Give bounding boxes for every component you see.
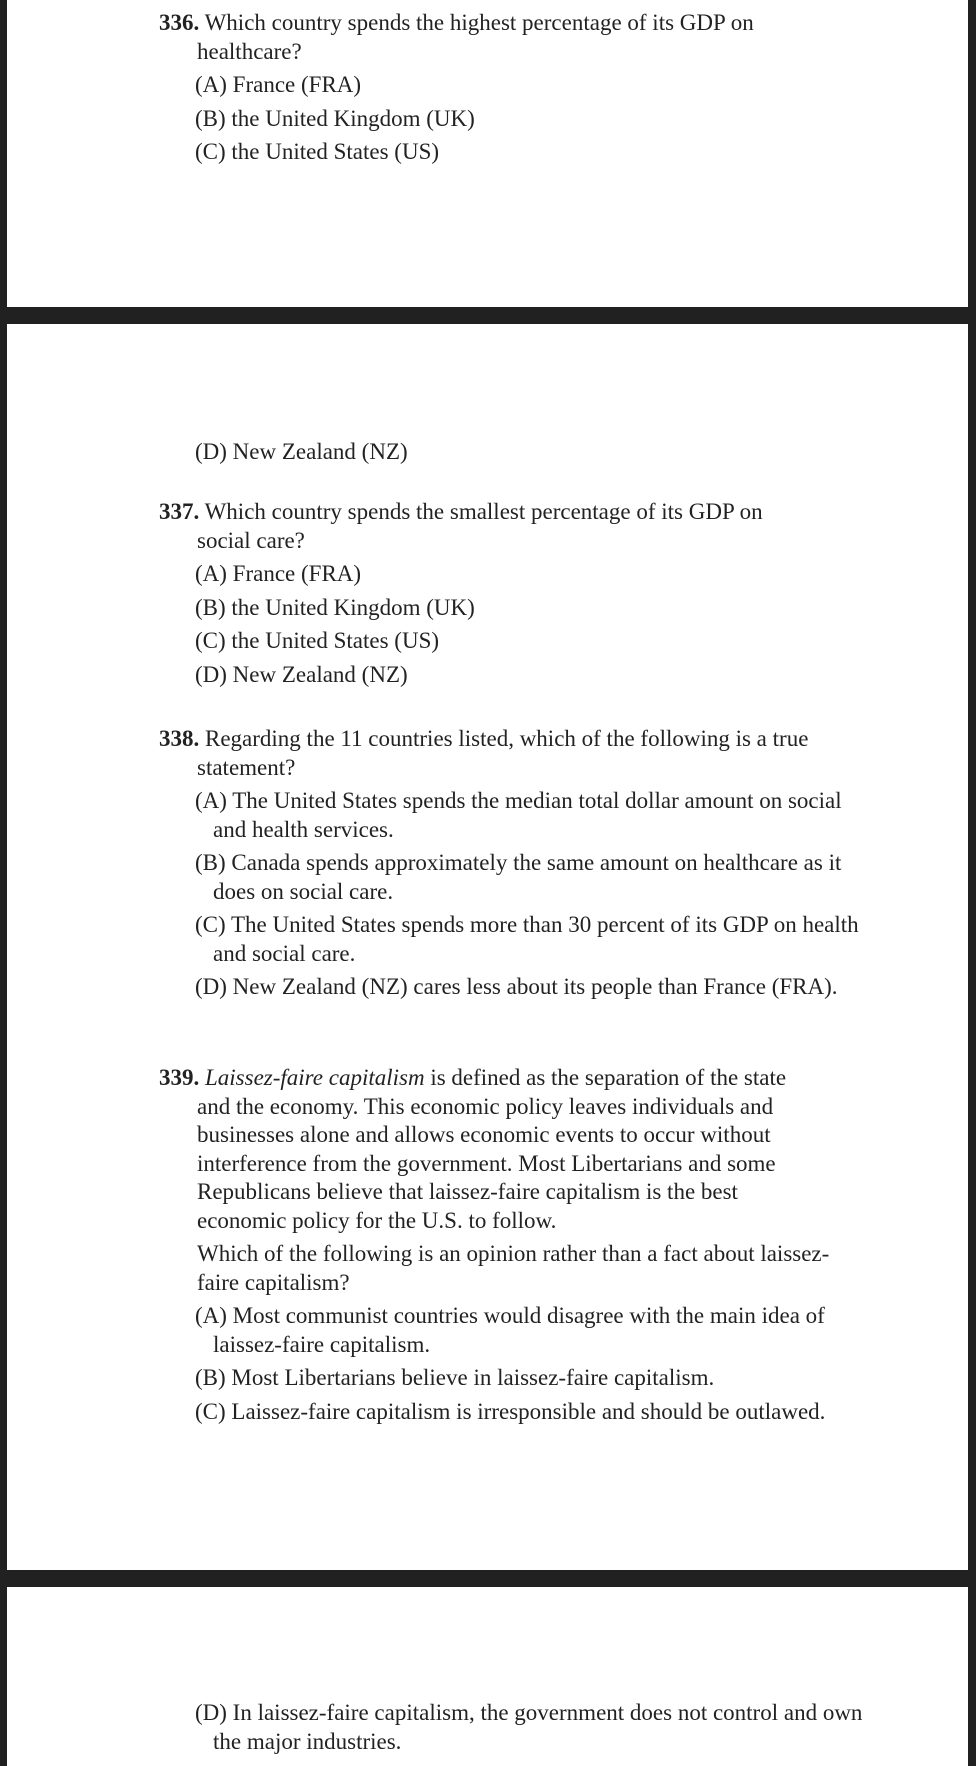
question-338-number: 338. xyxy=(159,726,200,751)
question-337-option-c: (C) the United States (US) xyxy=(195,628,440,653)
question-339-number: 339. xyxy=(159,1065,200,1090)
question-337-option-d: (D) New Zealand (NZ) xyxy=(195,661,408,687)
question-337 xyxy=(7,498,968,689)
question-337-number: 337. xyxy=(159,499,200,524)
question-339-term: Laissez-faire capitalism xyxy=(205,1065,425,1090)
question-337-text: Which country spends the smallest percentage of its GDP on social care? xyxy=(197,499,763,553)
question-339-continued xyxy=(7,1699,968,1756)
question-339-prompt: Which of the following is an opinion rather than a fact about laissez-faire capitalism? xyxy=(197,1241,830,1295)
question-336-number: 336. xyxy=(159,10,200,35)
question-339-option-d: (D) In laissez-faire capitalism, the government does not control and own the major industries. xyxy=(195,1700,863,1754)
question-339-text: is defined as the separation of the state and the economy. This economic policy leaves individuals and businesses alone and allows economic events to occur without interference from the government. Most Libertarians and some Republicans believe that laissez-faire capitalism is the best economic policy for the U.S. to follow. xyxy=(197,1065,787,1233)
question-337-option-b: (B) the United Kingdom (UK) xyxy=(195,594,475,620)
question-338-option-a: (A) The United States spends the median total dollar amount on social and health services. xyxy=(195,788,842,842)
question-336-text: Which country spends the highest percentage of its GDP on healthcare? xyxy=(197,10,754,64)
question-336-continued xyxy=(7,438,968,467)
question-339-stem xyxy=(159,1064,819,1235)
question-336-option-c: (C) the United States (US) xyxy=(195,139,440,164)
question-337-option-a: (A) France (FRA) xyxy=(195,561,362,586)
question-338-stem xyxy=(159,725,819,782)
question-338-option-c: (C) The United States spends more than 30 percent of its GDP on health and social care. xyxy=(195,912,859,966)
question-339-option-b: (B) Most Libertarians believe in laissez-faire capitalism. xyxy=(195,1365,715,1390)
question-338-option-d: (D) New Zealand (NZ) cares less about its people than France (FRA). xyxy=(195,974,838,999)
question-336 xyxy=(7,9,968,167)
question-336-option-b: (B) the United Kingdom (UK) xyxy=(195,105,475,131)
question-337-stem xyxy=(159,498,819,555)
question-336-stem xyxy=(159,9,819,66)
question-339-option-a: (A) Most communist countries would disagree with the main idea of laissez-faire capitalism. xyxy=(195,1303,825,1357)
question-338-option-b: (B) Canada spends approximately the same amount on healthcare as it does on social care. xyxy=(195,850,842,904)
page-1 xyxy=(7,0,968,307)
page-2 xyxy=(7,324,968,1570)
question-336-option-d: (D) New Zealand (NZ) xyxy=(195,439,408,464)
page-3 xyxy=(7,1587,968,1766)
question-339-option-c: (C) Laissez-faire capitalism is irresponsible and should be outlawed. xyxy=(195,1398,826,1424)
question-336-option-a: (A) France (FRA) xyxy=(195,72,362,97)
question-338-text: Regarding the 11 countries listed, which of the following is a true statement? xyxy=(197,726,809,780)
question-339 xyxy=(7,1064,968,1426)
question-338 xyxy=(7,725,968,1002)
